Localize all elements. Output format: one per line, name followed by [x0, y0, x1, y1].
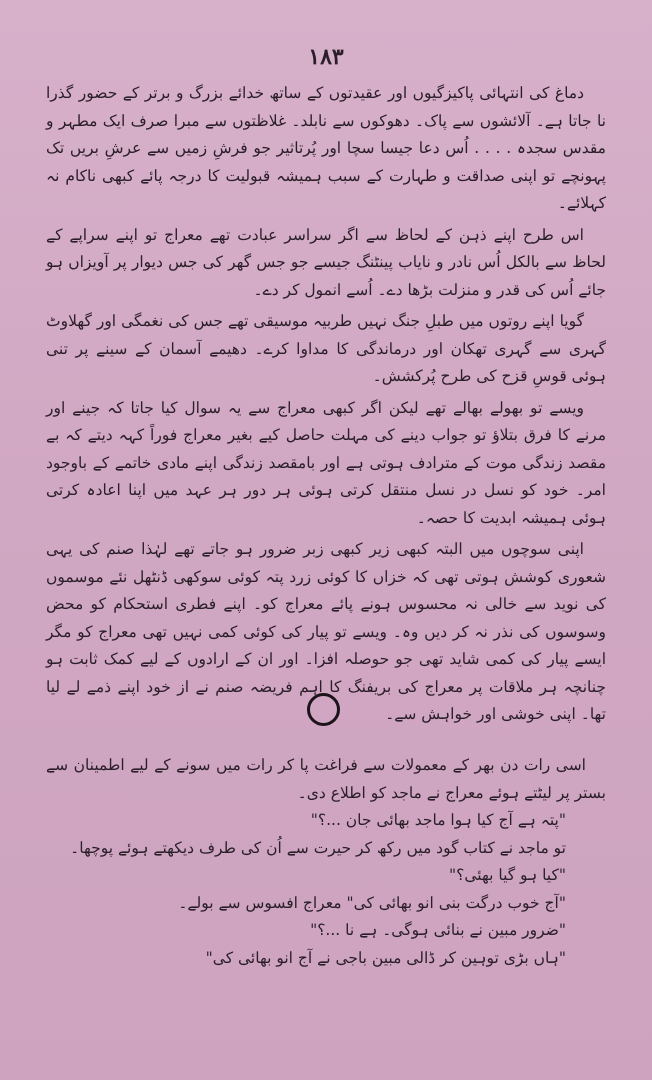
section-text — [46, 752, 606, 972]
dialogue-line: "ضرور مبین نے بنائی ہوگی۔ ہے نا ...؟" — [310, 921, 566, 939]
section-divider-circle — [307, 693, 340, 726]
page-number: ۱۸۳ — [308, 44, 344, 70]
paragraph: اسی رات دن بھر کے معمولات سے فراغت پا کر رات میں سونے کے لیے اطمینان سے بستر پر لیٹتے ہوئے معراج نے ماجد کو اطلاع دی۔ — [46, 756, 606, 802]
paragraph: گویا اپنے روتوں میں طبلِ جنگ نہیں طربیہ موسیقی تھے جس کی نغمگی اور گھلاوٹ گہری سے گہری تھکان اور درماندگی کا مداوا کرے۔ دھیمے آسمان کے سینے پر تنی ہوئی قوسِ قزح کی طرح پُرکشش۔ — [46, 312, 606, 385]
paragraph: ویسے تو بھولے بھالے تھے لیکن اگر کبھی معراج سے یہ سوال کیا جاتا کہ جینے اور مرنے کا فرق بتلاؤ تو جواب دینے کی مہلت حاصل کیے بغیر معراج فوراً کہہ دیتے کہ بے مقصد زندگی موت کے مترادف ہوتی ہے اور بامقصد زندگی اپنے مادی خاتمے کے باوجود امر۔ خود کو نسل در نسل منتقل کرتی ہوئی ہر دور ہر عہد میں اپنا اعادہ کرتی ہوئی ہمیشہ ابدیت کا حصہ۔ — [46, 398, 606, 527]
paragraph: اپنی سوچوں میں البتہ کبھی زیر کبھی زبر ضرور ہو جاتے تھے لہٰذا صنم کی یہی شعوری کوشش ہوتی تھی کہ خزاں کا کوئی زرد پتہ کوئی سوکھی ڈنٹھل نئے موسموں کی نوید سے خالی نہ محسوس ہونے پائے معراج کو۔ اپنے فطری استحکام کو محض وسوسوں کی نذر نہ کر دیں وہ۔ ویسے تو پیار کی کوئی کمی نہیں تھی معراج کو مگر ایسے پیار کی کمی شاید تھی جو حوصلہ افزا۔ اور ان کے ارادوں کے لیے کمک ثابت ہو چنانچہ ہر ملاقات پر معراج کی بریفنگ کا اہم فریضہ صنم نے از خود اپنے ذمے لے لیا تھا۔ اپنی خوشی اور خواہش سے۔ — [46, 540, 606, 723]
paragraph: دماغ کی انتہائی پاکیزگیوں اور عقیدتوں کے ساتھ خدائے بزرگ و برتر کے حضور گذرا نا جاتا ہے۔ آلائشوں سے پاک۔ دھوکوں سے نابلد۔ غلاظتوں سے مبرا صرف ایک مطہر و مقدس سجدہ . . . . اُس دعا جیسا سچا اور پُرتاثیر جو فرشِ زمیں سے عرشِ بریں تک پہونچے تو اپنی صداقت و طہارت کے سبب ہمیشہ قبولیت کا درجہ پائے کبھی ناکام نہ کہلائے۔ — [46, 84, 606, 212]
dialogue-line: "کیا ہو گیا بھئی؟" — [449, 866, 566, 884]
paragraph: اس طرح اپنے ذہن کے لحاظ سے اگر سراسر عبادت تھے معراج تو اپنے سراپے کے لحاظ سے بالکل اُس نادر و نایاب پینٹنگ جیسے جو جس گھر کی جس دیوار پر آویزاں ہو جائے اُس کی قدر و منزلت بڑھا دے۔ اُسے انمول کر دے۔ — [46, 225, 606, 299]
main-text — [46, 80, 606, 733]
dialogue-line: "ہاں بڑی توہین کر ڈالی مبین باجی نے آج انو بھائی کی" — [205, 948, 566, 967]
dialogue-line: تو ماجد نے کتاب گود میں رکھ کر حیرت سے اُن کی طرف دیکھتے ہوئے پوچھا۔ — [70, 838, 566, 857]
dialogue-line: "آج خوب درگت بنی انو بھائی کی" معراج افسوس سے بولے۔ — [178, 893, 566, 912]
dialogue-line: "پتہ ہے آج کیا ہوا ماجد بھائی جان ...؟" — [310, 811, 566, 829]
